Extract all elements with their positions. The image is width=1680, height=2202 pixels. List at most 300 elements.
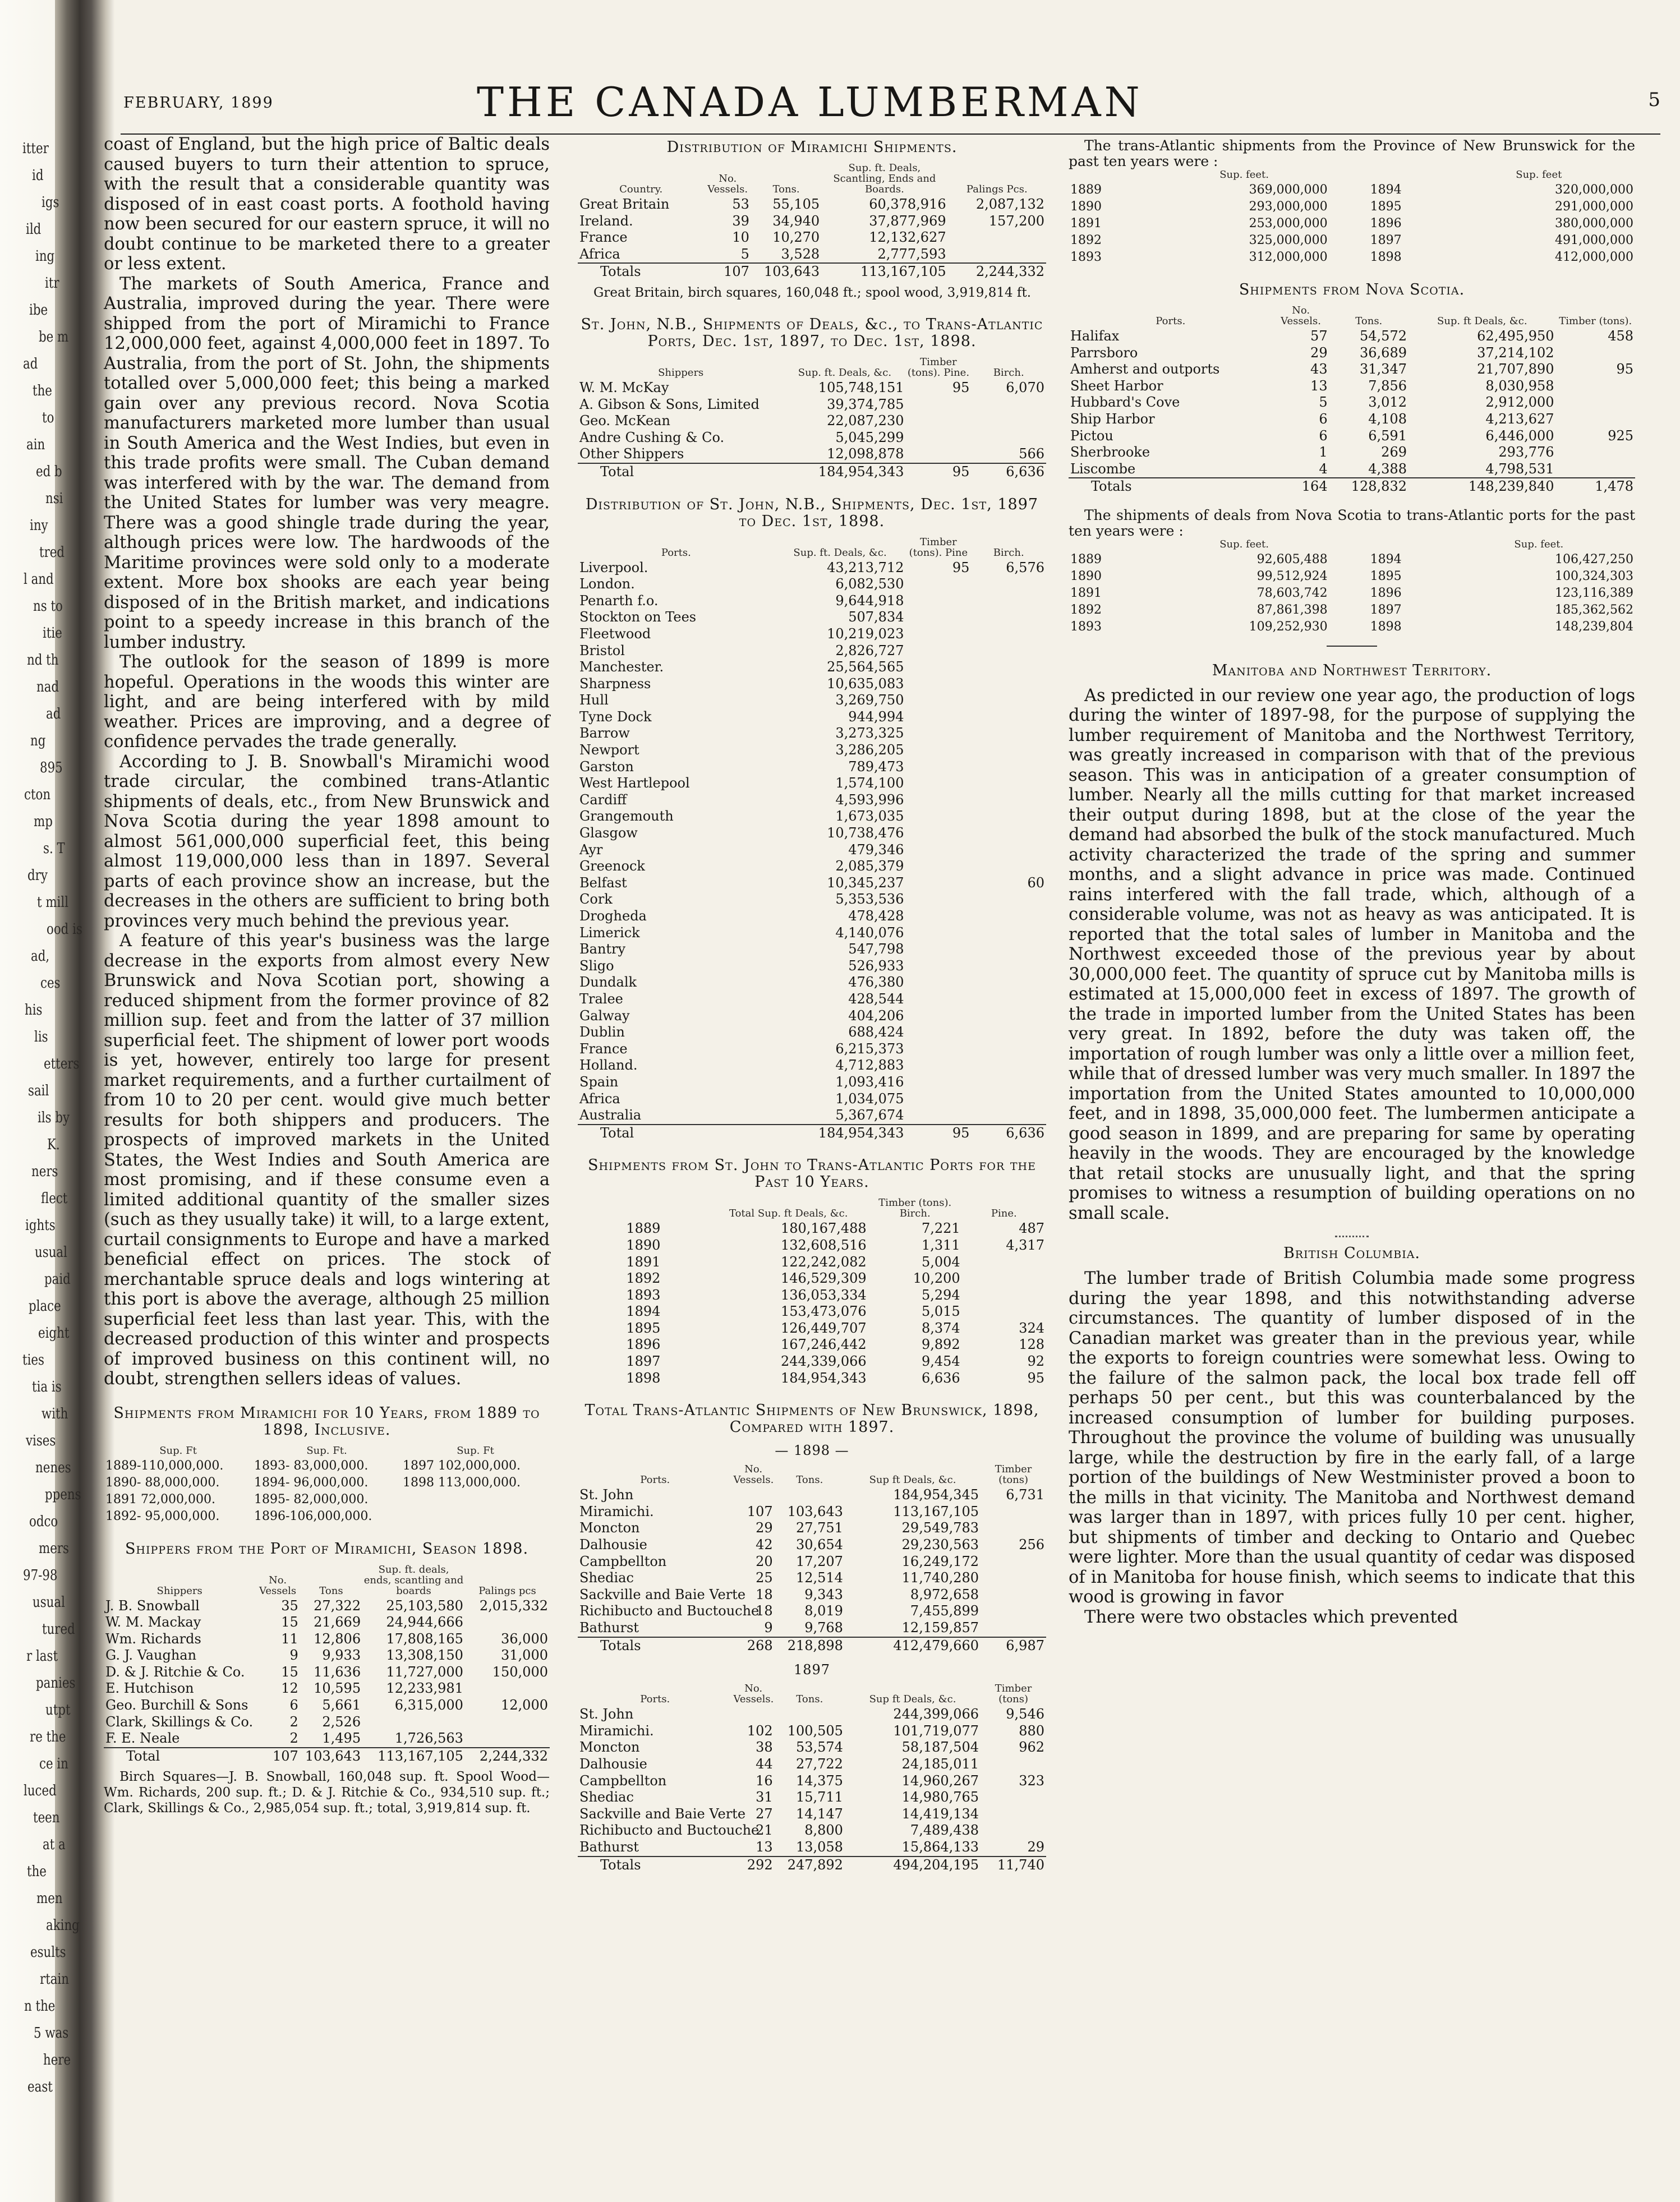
column-header: Timber (tons). Birch. [878,1197,952,1220]
table-cell: Miramichi. [579,1503,654,1519]
total-cell: Totals [578,1637,733,1655]
table-cell: 35 [281,1597,298,1614]
table-cell: 14,960,267 [901,1772,979,1789]
table-cell: 109,252,930 [1249,619,1328,634]
table-cell: G. J. Vaughan [105,1647,197,1664]
table-cell: 12,159,857 [901,1620,979,1636]
margin-fragment: nd th [27,652,59,669]
table-cell [905,1091,971,1108]
table-row [578,858,1046,875]
column-header: Birch. [993,546,1024,559]
table-cell: 1895- 82,000,000. [254,1492,369,1507]
table-cell: 31,000 [501,1647,548,1664]
column-header: No. Vessels. [733,1683,774,1706]
margin-fragment: r last [26,1648,58,1665]
table-row [578,1353,1046,1370]
total-cell: 164 [1273,478,1329,495]
table-cell: 39,374,785 [827,396,904,412]
table-cell: Bathurst [579,1839,639,1855]
table-row [578,792,1046,809]
table-cell: 36,000 [501,1630,548,1647]
table-row [578,808,1046,825]
table-cell: 4,108 [1368,411,1407,427]
table-cell: 15,711 [795,1789,843,1805]
table-cell [905,974,971,991]
margin-fragment: l and [24,571,54,588]
total-cell: 184,954,343 [784,463,905,481]
table-cell: Other Shippers [579,446,684,462]
table-row [104,1631,550,1648]
table-cell: 404,206 [848,1007,904,1024]
table-cell: 14,375 [795,1772,843,1789]
table-cell: Shediac [579,1789,634,1805]
column-header: Tons. [796,1693,823,1706]
miramichi-shippers-table [104,1564,550,1765]
table-cell [905,1074,971,1091]
margin-fragment: to [42,409,54,426]
table-cell [981,1756,1046,1773]
table-row [578,1806,1046,1823]
table-cell: 106,427,250 [1555,552,1633,566]
table-cell: 43,213,712 [827,559,904,575]
table-row [104,1730,550,1748]
table-cell [465,1714,550,1731]
column-header: Timber (tons). Pine. [907,356,970,379]
table-cell: 184,954,345 [893,1487,979,1503]
table-cell: 9,343 [804,1586,843,1602]
table-cell: Pictou [1070,427,1113,444]
table-cell: 1894 [626,1303,661,1320]
table-cell: 2,526 [322,1713,361,1730]
table-cell: 13,058 [795,1839,843,1855]
table-cell: 27,322 [314,1597,361,1614]
column-header: Shippers [157,1584,202,1597]
table-cell: Barrow [579,725,630,741]
table-cell: Moncton [579,1520,640,1536]
column-header: Sup. ft. Deals, Scantling, Ends and Boards. [833,162,936,195]
table-cell [971,891,1046,908]
table-cell: 9,892 [921,1337,960,1353]
table-row [1069,461,1635,478]
table-cell: Shediac [579,1570,634,1586]
column-header [1329,169,1443,182]
table-row [578,742,1046,759]
table-row [1069,411,1635,428]
table-cell: 6,446,000 [1485,427,1554,444]
margin-fragment: ad [46,706,61,722]
total-cell: Total [104,1748,255,1765]
table-row [578,430,1046,446]
table-cell: Ship Harbor [1070,411,1155,427]
table-cell [905,397,971,413]
table-cell: 1893 [626,1287,661,1303]
table-cell [905,742,971,759]
table-cell: 8,030,958 [1485,377,1554,394]
margin-fragment: id [32,167,44,184]
table-cell: Ireland. [579,213,633,229]
table-row [578,1091,1046,1108]
table-cell [905,875,971,892]
table-cell [962,1270,1046,1287]
column-header: Sup. Ft. [306,1444,347,1457]
column-header: Shippers [658,366,704,379]
table-row [104,1598,550,1615]
table-cell: 1897 102,000,000. [403,1458,521,1473]
stjohn-shippers-table [578,357,1046,481]
margin-fragment: utpt [45,1702,71,1719]
table-cell: 1898 [1370,619,1402,634]
table-cell: 7,221 [921,1220,960,1237]
table-row [578,1220,1046,1237]
column-header: Tons. [772,183,800,195]
table-cell: 148,239,804 [1555,619,1633,634]
table-row [578,593,1046,610]
total-cell: Total [578,1125,775,1142]
margin-fragment: vises [26,1432,56,1449]
table-cell [971,692,1046,709]
table-cell [905,775,971,792]
table-row [104,1491,550,1508]
table-cell: 24,185,011 [901,1756,979,1772]
total-cell: 494,204,195 [845,1857,981,1874]
table-cell: 18 [756,1586,773,1602]
table-cell [905,1024,971,1041]
table-cell [401,1508,550,1525]
table-cell: 1896 [1370,216,1402,231]
table-cell: Africa [579,1090,620,1107]
table-cell: 14,419,134 [901,1805,979,1822]
table-title: Shippers from the Port of Miramichi, Season 1898. [125,1540,529,1558]
table-cell: 100,505 [787,1722,843,1739]
table-cell: 16 [756,1772,773,1789]
table-row [1069,428,1635,445]
table-cell: 1891 [626,1254,661,1270]
table-cell: 9 [289,1647,298,1664]
table-cell: 6 [289,1697,298,1713]
year-subheading: 1897 [793,1662,831,1678]
column-header [1069,169,1159,182]
table-row [1069,568,1635,585]
table-cell: 27,751 [795,1520,843,1536]
page-number: 5 [1648,89,1660,111]
table-cell: Liverpool. [579,559,648,575]
column-header: Timber (tons). [1559,315,1632,327]
table-row [578,775,1046,792]
table-cell [971,1107,1046,1125]
binding-margin [0,0,115,2202]
table-row [578,229,1046,246]
table-cell: 5,004 [921,1254,960,1270]
table-cell: 487 [1019,1220,1044,1237]
table-cell: 21 [756,1822,773,1839]
table-cell: Australia [579,1107,642,1123]
table-cell [971,643,1046,660]
column-header: Sup. feet. [1219,538,1269,550]
margin-fragment: ils by [38,1109,70,1126]
table-cell: D. & J. Ritchie & Co. [105,1664,245,1680]
table-cell: Drogheda [579,908,647,924]
table-cell [905,792,971,809]
table-cell [971,1041,1046,1058]
table-cell [971,792,1046,809]
column-header: No. Vessels. [1281,305,1322,327]
table-row [578,1773,1046,1790]
table-cell: 167,246,442 [781,1337,867,1353]
margin-fragment: mers [39,1540,69,1557]
table-row [578,725,1046,742]
table-cell: 476,380 [848,974,904,991]
table-cell: 8,374 [921,1320,960,1336]
table-row [578,659,1046,676]
table-cell: 55,105 [772,196,820,212]
table-row [1069,585,1635,602]
table-cell: 1890 [1070,200,1102,214]
article-paragraph: A feature of this year's business was the large decrease in the exports from almost every New Brunswick and Nova Scotian port, showing a reduced shipment from the former province of 82 million sup. feet and from the latter of 37 million superficial feet. The shipment of lower port woods is yet, however, entirely too large for present market requirements, and a further curtailment of from 10 to 20 per cent. would give much better results for both shippers and producers. The prospects of improved markets in the United States, the West Indies and South America are most promising, and if these consume even a limited additional quantity of the smaller sizes (such as they usually take) it will, to a large extent, curtail consignments to Europe and have a marked beneficial effect on prices. The stock of merchantable spruce deals and logs wintering at this port is above the average, although 25 million superficial feet less than last year. This, with the decreased production of this winter and prospects of improved business on this continent will, no doubt, strengthen sellers ideas of values. [104,931,550,1389]
table-cell: Greenock [579,858,645,874]
table-cell: 157,200 [988,213,1044,229]
margin-fragment: nsi [45,490,63,507]
table-cell: 1896-106,000,000. [254,1509,372,1523]
table-cell: 53,574 [795,1739,843,1756]
table-cell: 53 [732,196,749,212]
table-cell [905,659,971,676]
table-cell: 1,311 [921,1237,960,1253]
table-cell: 1,034,075 [835,1090,904,1107]
total-cell: 11,740 [981,1857,1046,1874]
table-cell: 25 [756,1570,773,1586]
table-cell: Fleetwood [579,625,651,642]
total-cell: 113,167,105 [821,263,947,280]
table-cell: 153,473,076 [781,1303,867,1320]
table-cell: 1889 [626,1220,661,1237]
margin-fragment: teen [33,1809,60,1826]
table-cell [733,1487,775,1504]
column-header: Ports. [640,1693,670,1706]
table-cell [948,229,1046,246]
table-cell [905,626,971,643]
article-paragraph: As predicted in our review one year ago, the production of logs during the winter of 1897-98, for the purpose of supplying the lumber requirement of Manitoba and the Northwest Territory, was greatly increased in comparison with that of the previous season. This was in anticipation of a greater consumption of lumber. Nearly all the mills cutting for that market increased their output during 1898, but at the close of the year the demand had absorbed the bulk of the stock manufactured. Much activity characterized the trade of the spring and summer months, and a slight advance in price was made. Continued rains interfered with the fall trade, which, although of a considerable volume, was not as heavy as was anticipated. It is reported that the total sales of lumber in Manitoba and the Northwest exceeded those of the previous year by about 30,000,000 feet. The quantity of spruce cut by Manitoba mills is estimated at 15,000,000 feet in excess of 1897. The growth of the trade in imported lumber from the United States has been very great. In 1892, before the duty was taken off, the importation of rough lumber was only a little over a million feet, while that of dressed lumber was very much smaller. In 1897 the importation from the United States amounted to 10,000,000 feet, and in 1898, 35,000,000 feet. The lumbermen anticipate a good season in 1899, and are preparing for same by operating heavily in the woods. They are encouraged by the knowledge that retail stocks are unusually light, and that the spring promises to witness a resumption of building operations on no small scale. [1069,685,1635,1223]
table-cell: Garston [579,758,634,775]
table-row [578,676,1046,693]
table-cell: Bristol [579,642,625,658]
table-row [578,875,1046,892]
table-cell: 150,000 [492,1664,548,1680]
table-cell: Moncton [579,1739,640,1756]
table-cell: 1,093,416 [835,1074,904,1090]
table-cell: 6,636 [921,1370,960,1386]
table-cell: 1894 [1370,183,1402,197]
table-cell: France [579,1040,628,1057]
column-middle [578,135,1046,1873]
table-cell: 42 [756,1537,773,1553]
table-row [578,413,1046,430]
table-cell: 5,353,536 [835,891,904,907]
table-cell: 1893 [1070,619,1102,634]
table-cell [971,991,1046,1008]
table-row [578,626,1046,643]
table-cell: 293,000,000 [1249,200,1328,214]
table-cell: Africa [579,246,620,262]
table-cell [981,1806,1046,1823]
table-cell: 38 [756,1739,773,1756]
table-cell: 323 [1019,1772,1044,1789]
table-cell: Richibucto and Buctouche [579,1603,760,1619]
table-cell: 12,806 [314,1630,361,1647]
table-row [578,246,1046,264]
table-cell: Dundalk [579,974,637,991]
table-cell [1556,444,1635,461]
table-cell [971,825,1046,842]
table-cell: 325,000,000 [1249,233,1328,247]
table-cell: 60,378,916 [869,196,946,212]
table-cell: 8,972,658 [910,1586,979,1602]
table-cell: 526,933 [848,957,904,974]
table-row [104,1714,550,1731]
table-cell: 6,731 [1006,1487,1044,1503]
table-row [578,1287,1046,1304]
table-row [578,709,1046,726]
margin-fragment: tia is [32,1379,62,1395]
table-row [1069,361,1635,378]
table-cell: 1891 [1070,586,1102,600]
table-row [578,1107,1046,1125]
table-cell: 11,636 [314,1664,361,1680]
table-cell: 31 [756,1789,773,1805]
table-cell: 185,362,562 [1555,602,1633,617]
table-cell [775,1706,845,1723]
table-cell: Sackville and Baie Verte [579,1586,746,1602]
table-cell [905,891,971,908]
table-cell: Sherbrooke [1070,444,1150,460]
table-cell: 29 [1027,1839,1044,1855]
total-cell: 103,643 [751,263,821,280]
table-cell: 27 [756,1805,773,1822]
table-row [104,1475,550,1491]
table-cell [981,1789,1046,1806]
table-cell: 92,605,488 [1256,552,1328,566]
table-cell [971,808,1046,825]
table-cell: London. [579,576,635,592]
table-cell: Cardiff [579,791,627,808]
table-cell [905,925,971,942]
column-header: Sup. Ft [159,1444,197,1457]
year-subheading: — 1898 — [775,1443,849,1459]
table-cell: 87,861,398 [1256,602,1328,617]
table-row [104,1680,550,1697]
table-cell [1556,461,1635,478]
table-cell [971,925,1046,942]
total-cell: 107 [704,263,751,280]
column-header: Birch. [993,366,1024,379]
table-cell [971,709,1046,726]
table-cell: 57 [1310,328,1328,344]
margin-fragment: ights [25,1217,56,1234]
table-cell: 25,564,565 [827,659,904,675]
table-row [578,1370,1046,1387]
table-cell: Halifax [1070,328,1120,344]
column-header: No. Vessels. [733,1463,774,1486]
margin-fragment: the [27,1863,47,1880]
table-cell: 2,085,379 [835,858,904,874]
table-cell [981,1620,1046,1637]
table-cell: 8,019 [804,1603,843,1619]
table-cell: 102 [747,1722,773,1739]
table-row [1069,345,1635,362]
table-cell: 12,132,627 [869,229,946,246]
issue-date: FEBRUARY, 1899 [123,94,274,112]
table-cell: Limerick [579,924,640,941]
table-cell: Sackville and Baie Verte [579,1805,746,1822]
total-cell: 218,898 [775,1637,845,1655]
table-cell: 1895 [1370,569,1402,583]
total-cell: 113,167,105 [362,1748,465,1765]
table-row [578,560,1046,577]
table-cell: 7,455,899 [910,1603,979,1619]
table-cell: 4,388 [1368,460,1407,477]
table-cell [971,576,1046,593]
table-cell: 1896 [626,1337,661,1353]
table-cell: 507,834 [848,609,904,625]
table-title: Shipments from St. John to Trans-Atlantic Ports for the Past 10 Years. [587,1157,1036,1191]
nb-totals-1897-table [578,1683,1046,1873]
total-cell: 103,643 [300,1748,362,1765]
total-cell: 95 [905,463,971,481]
table-cell: 547,798 [848,941,904,957]
table-cell: 5,661 [322,1697,361,1713]
table-cell [971,974,1046,991]
table-cell: Bathurst [579,1620,639,1636]
table-row [578,1789,1046,1806]
table-cell: 2 [289,1730,298,1747]
table-row [578,1554,1046,1570]
table-cell [1556,378,1635,395]
column-header: No. Vessels [259,1574,297,1597]
table-cell: 1892 [1070,233,1102,247]
table-cell: 10,738,476 [827,825,904,841]
table-cell: 2 [289,1713,298,1730]
column-header: Sup. ft. deals, ends, scantling and boards [363,1563,464,1597]
table-cell [971,1057,1046,1074]
table-cell [971,626,1046,643]
table-cell: 123,116,389 [1555,586,1633,600]
table-cell: 34,940 [772,213,820,229]
margin-fragment: here [43,2052,71,2069]
table-row [578,1487,1046,1504]
table-cell: Spain [579,1074,619,1090]
total-cell: 6,987 [981,1637,1046,1655]
column-header [1069,539,1159,551]
table-row [578,1756,1046,1773]
table-cell: 1898 [626,1370,661,1386]
table-cell [981,1603,1046,1620]
section-divider [1327,646,1377,647]
column-header: Tons. [796,1474,823,1486]
table-cell: 16,249,172 [901,1553,979,1569]
table-cell: Tralee [579,991,623,1007]
table-row [578,842,1046,859]
table-cell: F. E. Neale [105,1730,180,1747]
table-cell: Miramichi. [579,1722,654,1739]
total-row [1069,478,1635,495]
table-cell: 14,980,765 [901,1789,979,1805]
column-header [578,1197,709,1220]
table-cell: 105,748,151 [818,379,904,395]
table-cell: 60 [1027,874,1044,891]
margin-fragment: eight [38,1325,70,1342]
table-cell [948,246,1046,264]
margin-fragment: mp [34,813,53,830]
margin-fragment: tured [42,1621,75,1638]
